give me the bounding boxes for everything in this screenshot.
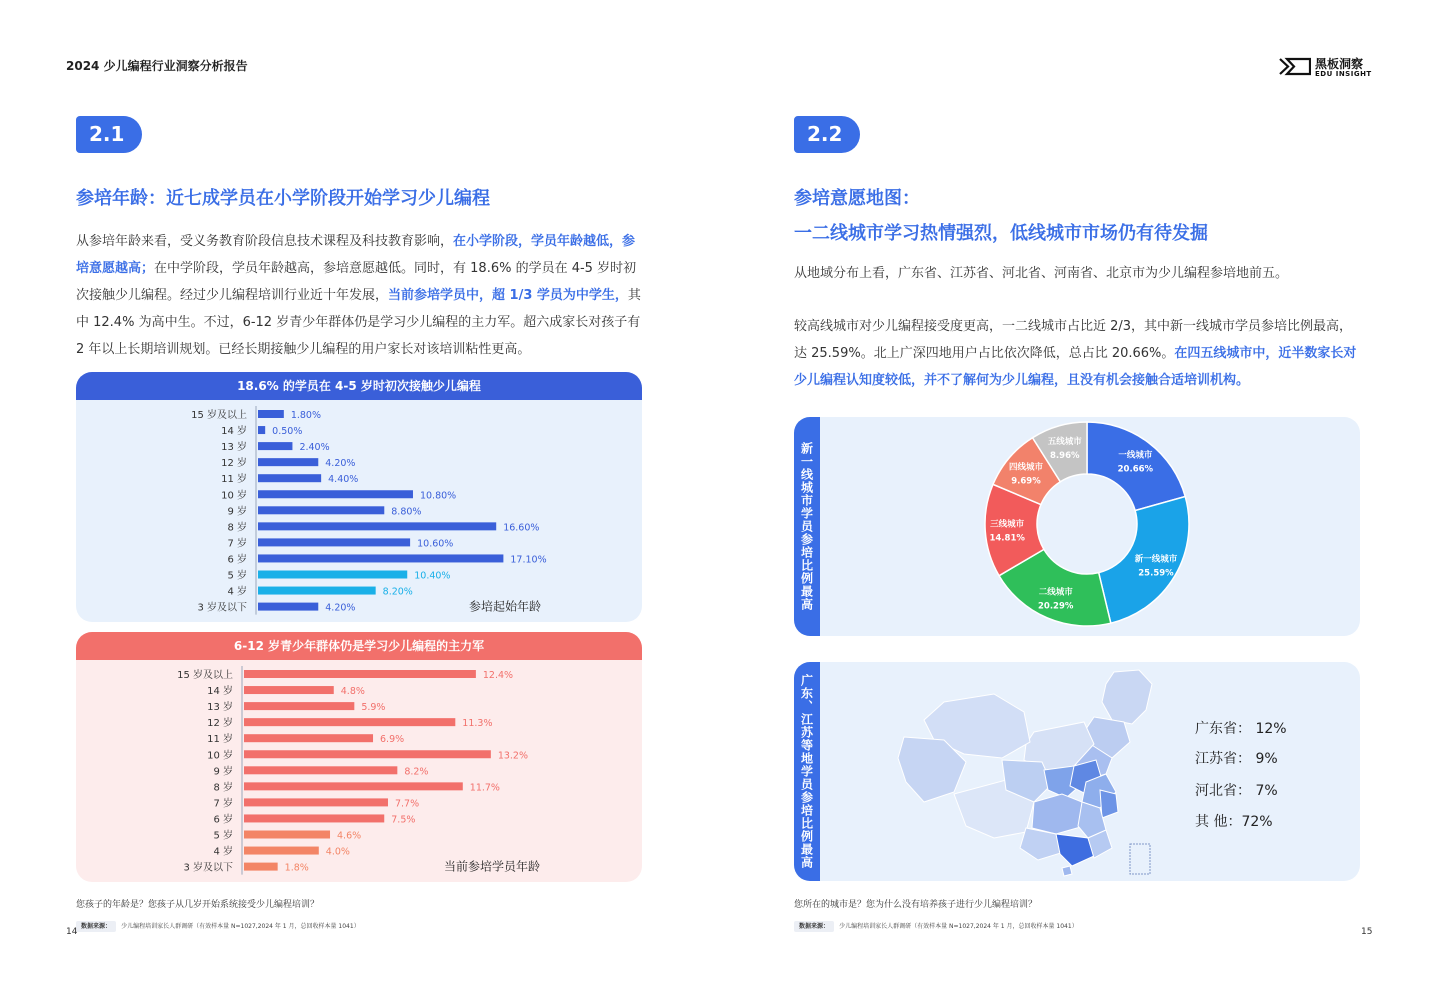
left-paragraph-text-2: 在中学阶段，学员年龄越高，参培意愿越低。同时，有 18.6% 的学员在 4-5 岁时初次接触少儿编程。经过少儿编程培训行业近十年发展， bbox=[76, 261, 637, 303]
report-title: 2024 少儿编程行业洞察分析报告 bbox=[66, 59, 248, 73]
axis-title: 参培起始年龄 bbox=[469, 599, 542, 614]
data-label: 4.20% bbox=[325, 458, 356, 470]
data-label: 4.40% bbox=[328, 474, 359, 486]
tick-label: 6 岁 bbox=[227, 554, 247, 566]
tick-label: 13 岁 bbox=[221, 442, 247, 454]
bar bbox=[244, 734, 373, 742]
tick-label: 5 岁 bbox=[213, 830, 233, 842]
tick-label: 6 岁 bbox=[213, 814, 233, 826]
bar bbox=[244, 718, 455, 726]
bar bbox=[244, 798, 388, 806]
right-source-text: 少儿编程培训家长人群调研（有效样本量 N=1027,2024 年 1 月，总回收样本量 1041） bbox=[839, 923, 1078, 930]
bar bbox=[244, 686, 334, 694]
tick-label: 11 岁 bbox=[207, 734, 233, 746]
data-label: 8.20% bbox=[382, 586, 413, 598]
bar bbox=[258, 506, 384, 514]
bar bbox=[258, 587, 376, 595]
right-survey-question: 您所在的城市是？您为什么没有培养孩子进行少儿编程培训？ bbox=[794, 900, 1038, 910]
page-number-left: 14 bbox=[66, 927, 78, 937]
data-label: 0.50% bbox=[272, 426, 303, 438]
tick-label: 12 岁 bbox=[207, 718, 233, 730]
province-item-jiangsu: 江苏省： 9% bbox=[1195, 751, 1278, 767]
data-label: 10.80% bbox=[419, 490, 457, 502]
tick-label: 8 岁 bbox=[213, 782, 233, 794]
data-label: 10.60% bbox=[417, 538, 454, 550]
slice-label: 二线城市 bbox=[1038, 587, 1073, 598]
chart-first-age-title: 18.6% 的学员在 4-5 岁时初次接触少儿编程 bbox=[76, 372, 642, 400]
tick-label: 9 岁 bbox=[213, 766, 233, 778]
tick-label: 4 岁 bbox=[227, 586, 247, 598]
data-label: 11.7% bbox=[469, 782, 500, 794]
bar bbox=[258, 538, 410, 546]
data-label: 4.8% bbox=[340, 686, 365, 698]
slice-value: 20.66% bbox=[1117, 464, 1154, 475]
side-tab-province: 广东、江苏等地学员参培比例最高 bbox=[794, 662, 820, 881]
right-paragraph-2-text-0: 较高线城市对少儿编程接受度更高，一二线城市占比近 2/3，其中新一线城市学员参培比例最高，达 25.59%。北上广深四地用户占比依次降低，总占比 20.66%。 bbox=[794, 319, 1353, 361]
chart-current-age-title: 6-12 岁青少年群体仍是学习少儿编程的主力军 bbox=[76, 632, 642, 660]
logo-mark-icon bbox=[1279, 57, 1311, 76]
right-source-tag: 数据来源： bbox=[794, 921, 834, 932]
tick-label: 10 岁 bbox=[221, 490, 247, 502]
tick-label: 13 岁 bbox=[207, 702, 233, 714]
bar bbox=[244, 766, 397, 774]
china-map bbox=[794, 662, 1360, 881]
data-label: 12.4% bbox=[482, 670, 514, 681]
left-source-text: 少儿编程培训家长人群调研（有效样本量 N=1027,2024 年 1 月，总回收样本量 1041） bbox=[121, 923, 360, 930]
bar bbox=[244, 670, 476, 678]
slice-value: 9.69% bbox=[1011, 476, 1041, 487]
bar bbox=[244, 847, 319, 855]
chart-first-age-panel bbox=[76, 372, 642, 622]
tick-label: 14 岁 bbox=[207, 686, 233, 698]
chart-current-age bbox=[76, 632, 642, 882]
tick-label: 3 岁及以下 bbox=[183, 862, 233, 874]
tick-label: 12 岁 bbox=[221, 458, 247, 470]
slice-label: 新一线城市 bbox=[1134, 554, 1178, 565]
data-label: 4.20% bbox=[325, 602, 356, 614]
tick-label: 9 岁 bbox=[227, 506, 247, 518]
bar bbox=[258, 474, 321, 482]
right-heading-line2: 一二线城市学习热情强烈，低线城市市场仍有待发掘 bbox=[794, 223, 1208, 244]
tick-label: 4 岁 bbox=[213, 846, 233, 858]
bar bbox=[244, 702, 354, 710]
tick-label: 5 岁 bbox=[227, 570, 247, 582]
right-paragraph-2-highlight-1: 在四五线城市中，近半数家长对少儿编程认知度较低，并不了解何为少儿编程，且没有机会接触合适培训机构。 bbox=[794, 346, 1357, 388]
data-label: 2.40% bbox=[299, 442, 330, 454]
left-source bbox=[76, 913, 360, 932]
bar bbox=[244, 750, 491, 758]
section-badge-2-2: 2.2 bbox=[794, 116, 860, 153]
right-paragraph-2 bbox=[794, 313, 1364, 394]
left-paragraph-text-4: 其中 12.4% 为高中生。不过，6-12 岁青少年群体仍是学习少儿编程的主力军。超六成家长对孩子有 2 年以上长期培训规划。已经长期接触少儿编程的用户家长对该培训粘性更高。 bbox=[76, 288, 641, 357]
bar bbox=[258, 410, 284, 418]
data-label: 1.8% bbox=[284, 862, 309, 874]
bar bbox=[258, 426, 265, 434]
right-heading-line1: 参培意愿地图： bbox=[794, 188, 920, 209]
data-label: 13.2% bbox=[497, 750, 529, 762]
province-map-panel bbox=[794, 662, 1360, 881]
right-paragraph-1: 从地域分布上看，广东省、江苏省、河北省、河南省、北京市为少儿编程参培地前五。 bbox=[794, 266, 1289, 281]
data-label: 1.80% bbox=[290, 410, 322, 421]
slice-value: 25.59% bbox=[1138, 568, 1174, 579]
tick-label: 14 岁 bbox=[221, 426, 247, 438]
axis-title: 当前参培学员年龄 bbox=[444, 859, 541, 874]
data-label: 7.7% bbox=[394, 798, 420, 810]
tick-label: 11 岁 bbox=[221, 474, 247, 486]
data-label: 8.2% bbox=[404, 766, 429, 778]
bar bbox=[244, 782, 463, 790]
tick-label: 15 岁及以上 bbox=[191, 410, 247, 421]
bar bbox=[258, 522, 496, 530]
left-paragraph-highlight-3: 当前参培学员中，超 1/3 学员为中学生， bbox=[388, 288, 628, 303]
data-label: 10.40% bbox=[414, 570, 451, 582]
bar bbox=[258, 442, 292, 450]
data-label: 17.10% bbox=[510, 554, 547, 566]
tick-label: 10 岁 bbox=[207, 750, 233, 762]
slice-label: 三线城市 bbox=[990, 519, 1025, 530]
bar bbox=[244, 863, 278, 871]
bar bbox=[258, 603, 318, 611]
tick-label: 7 岁 bbox=[213, 798, 233, 810]
right-source bbox=[794, 913, 1078, 932]
data-label: 16.60% bbox=[503, 522, 540, 534]
slice-label: 五线城市 bbox=[1047, 437, 1082, 448]
bar bbox=[258, 554, 503, 562]
data-label: 11.3% bbox=[462, 718, 493, 730]
data-label: 5.9% bbox=[361, 702, 386, 714]
bar bbox=[244, 814, 384, 822]
tick-label: 15 岁及以上 bbox=[177, 670, 233, 681]
slice-label: 一线城市 bbox=[1118, 450, 1153, 461]
side-tab-city-tier: 新一线城市学员参培比例最高 bbox=[794, 417, 820, 636]
data-label: 4.6% bbox=[337, 830, 362, 842]
slice-label: 四线城市 bbox=[1008, 462, 1043, 473]
tick-label: 7 岁 bbox=[227, 538, 247, 550]
chart-first-age bbox=[76, 372, 642, 622]
slice-value: 8.96% bbox=[1050, 451, 1080, 462]
section-badge-2-1: 2.1 bbox=[76, 116, 142, 153]
left-survey-question: 您孩子的年龄是？您孩子从几岁开始系统接受少儿编程培训？ bbox=[76, 900, 320, 910]
data-label: 4.0% bbox=[325, 846, 350, 858]
bar bbox=[258, 490, 413, 498]
city-tier-panel bbox=[794, 417, 1360, 636]
left-paragraph bbox=[76, 228, 646, 363]
map-regions bbox=[898, 670, 1152, 876]
bar bbox=[258, 458, 318, 466]
city-tier-donut bbox=[794, 417, 1360, 636]
data-label: 7.5% bbox=[391, 814, 416, 826]
left-paragraph-highlight-1: 在小学阶段，学员年龄越低，参培意愿越高； bbox=[76, 234, 636, 276]
brand-logo bbox=[1279, 55, 1379, 81]
data-label: 6.9% bbox=[380, 734, 405, 746]
left-source-tag: 数据来源： bbox=[76, 921, 116, 932]
page-number-right: 15 bbox=[1361, 927, 1373, 937]
chart-current-age-panel bbox=[76, 632, 642, 882]
left-heading: 参培年龄：近七成学员在小学阶段开始学习少儿编程 bbox=[76, 188, 490, 209]
province-item-other: 其 他：72% bbox=[1195, 814, 1273, 830]
province-item-guangdong: 广东省： 12% bbox=[1195, 721, 1287, 737]
slice-value: 20.29% bbox=[1038, 601, 1074, 612]
logo-en-text: EDU INSIGHT bbox=[1315, 70, 1372, 78]
data-label: 8.80% bbox=[391, 506, 422, 518]
slice-value: 14.81% bbox=[989, 533, 1025, 544]
tick-label: 8 岁 bbox=[227, 522, 247, 534]
province-item-hebei: 河北省： 7% bbox=[1195, 783, 1278, 799]
tick-label: 3 岁及以下 bbox=[197, 602, 247, 614]
bar bbox=[258, 571, 407, 579]
logo-cn-text: 黑板洞察 bbox=[1315, 57, 1364, 71]
left-paragraph-text-0: 从参培年龄来看，受义务教育阶段信息技术课程及科技教育影响， bbox=[76, 234, 454, 249]
bar bbox=[244, 831, 330, 839]
